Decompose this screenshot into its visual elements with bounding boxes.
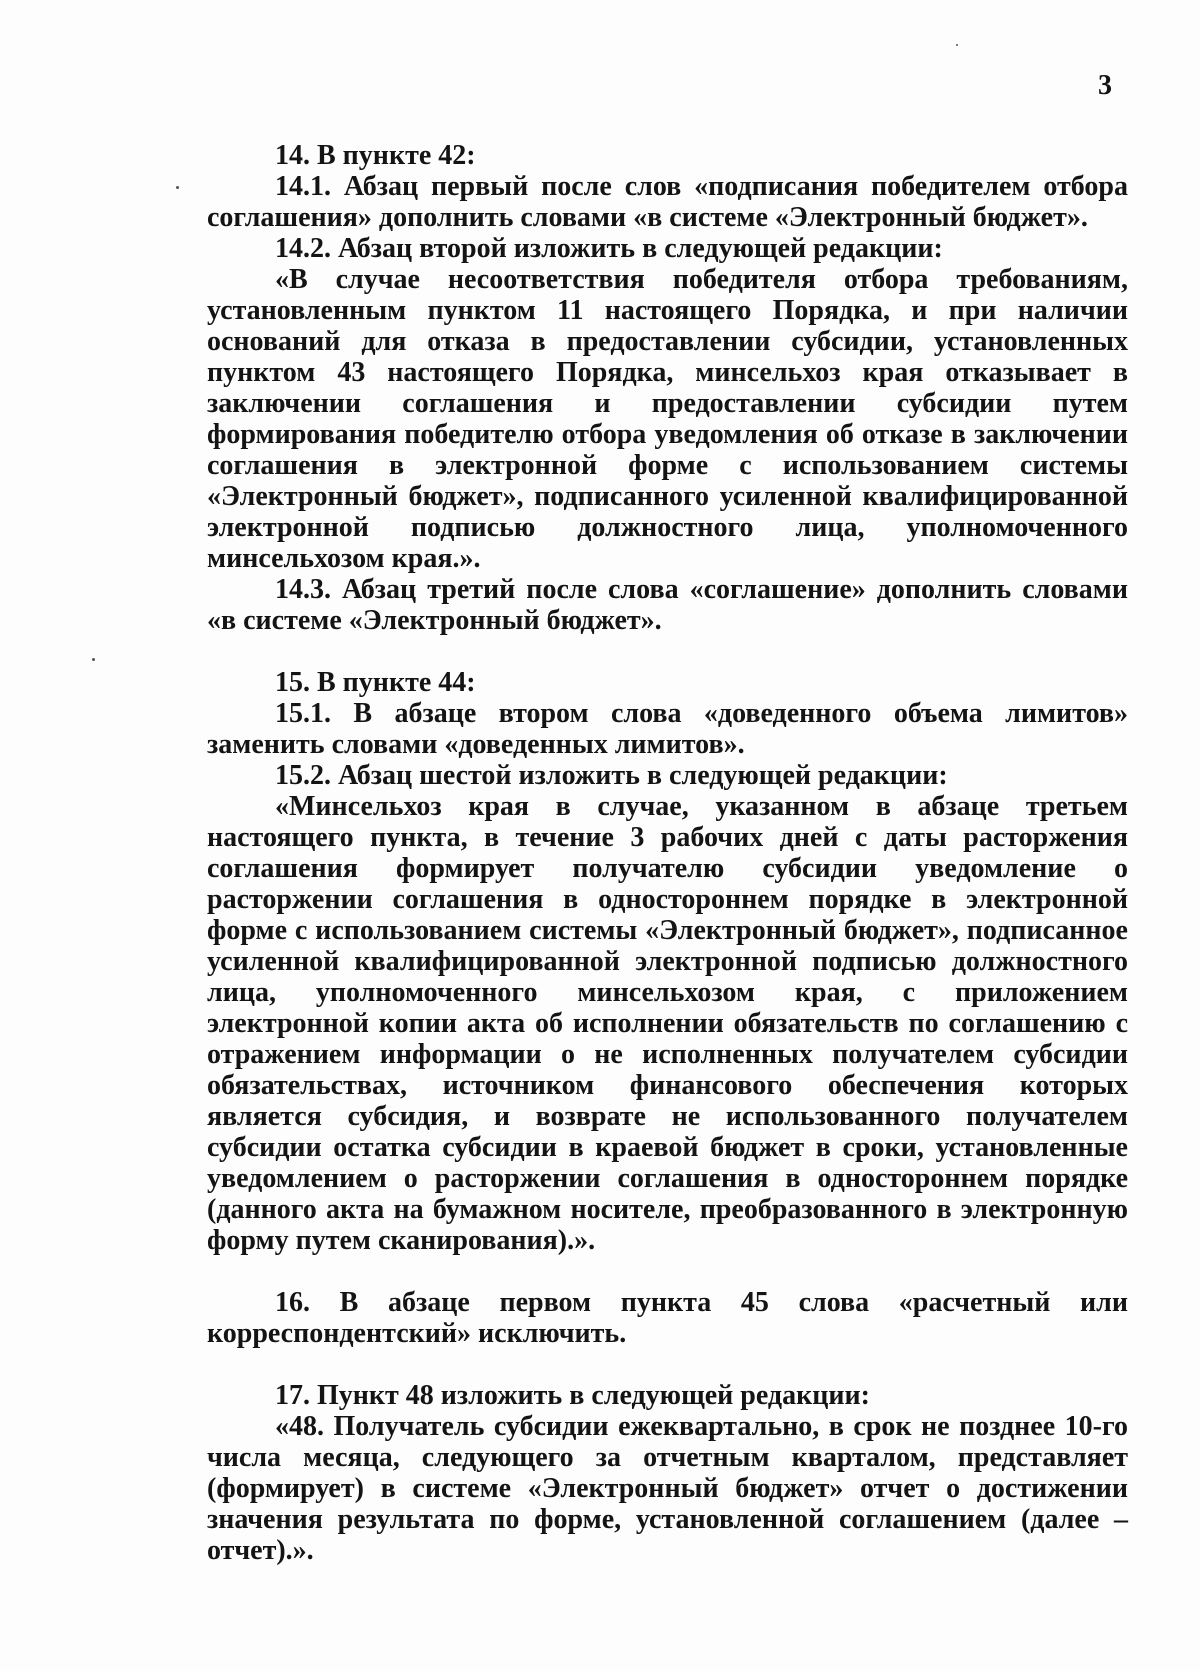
paragraph-14-heading: 14. В пункте 42: [275, 140, 476, 171]
paragraph-16: 16. В абзаце первом пункта 45 слова «расчетный или корреспондентский» исключить. [207, 1287, 1128, 1349]
paragraph-14-2-quote: «В случае несоответствия победителя отбора требованиям, установленным пунктом 11 настоящего Порядка, и при наличии оснований для отказа в предоставлении субсидии, установленных пунктом 43 настоящего Порядка, минсельхоз края отказывает в заключении соглашения и предоставлении субсидии путем формирования победителю отбора уведомления об отказе в заключении соглашения в электронной форме с использованием системы «Электронный бюджет», подписанного усиленной квалифицированной электронной подписью должностного лица, уполномоченного минсельхозом края.». [207, 264, 1128, 574]
paragraph-14-3: 14.3. Абзац третий после слова «соглашение» дополнить словами «в системе «Электронный бюджет». [207, 574, 1128, 636]
paragraph-17-quote: «48. Получатель субсидии ежеквартально, в срок не позднее 10-го числа месяца, следующего за отчетным кварталом, представляет (формирует) в системе «Электронный бюджет» отчет о достижении значения результата по форме, установленной соглашением (далее – отчет).». [207, 1411, 1128, 1566]
page-number: 3 [1098, 70, 1112, 101]
paragraph-15-1: 15.1. В абзаце втором слова «доведенного объема лимитов» заменить словами «доведенных лимитов». [207, 698, 1128, 760]
paragraph-17-heading: 17. Пункт 48 изложить в следующей редакции: [275, 1380, 870, 1411]
scan-speck [176, 186, 179, 189]
scan-speck [956, 44, 958, 46]
paragraph-15-heading: 15. В пункте 44: [275, 667, 476, 698]
paragraph-14-2: 14.2. Абзац второй изложить в следующей редакции: [275, 233, 943, 264]
paragraph-14-1: 14.1. Абзац первый после слов «подписания победителем отбора соглашения» дополнить словами «в системе «Электронный бюджет». [207, 171, 1128, 233]
paragraph-15-2-quote: «Минсельхоз края в случае, указанном в абзаце третьем настоящего пункта, в течение 3 рабочих дней с даты расторжения соглашения формирует получателю субсидии уведомление о расторжении соглашения в одностороннем порядке в электронной форме с использованием системы «Электронный бюджет», подписанное усиленной квалифицированной электронной подписью должностного лица, уполномоченного минсельхозом края, с приложением электронной копии акта об исполнении обязательств по соглашению с отражением информации о не исполненных получателем субсидии обязательствах, источником финансового обеспечения которых является субсидия, и возврате не использованного получателем субсидии остатка субсидии в краевой бюджет в сроки, установленные уведомлением о расторжении соглашения в одностороннем порядке (данного акта на бумажном носителе, преобразованного в электронную форму путем сканирования).». [207, 791, 1128, 1256]
document-body [207, 140, 1128, 1566]
scan-speck [92, 658, 95, 661]
paragraph-15-2: 15.2. Абзац шестой изложить в следующей редакции: [275, 760, 948, 791]
